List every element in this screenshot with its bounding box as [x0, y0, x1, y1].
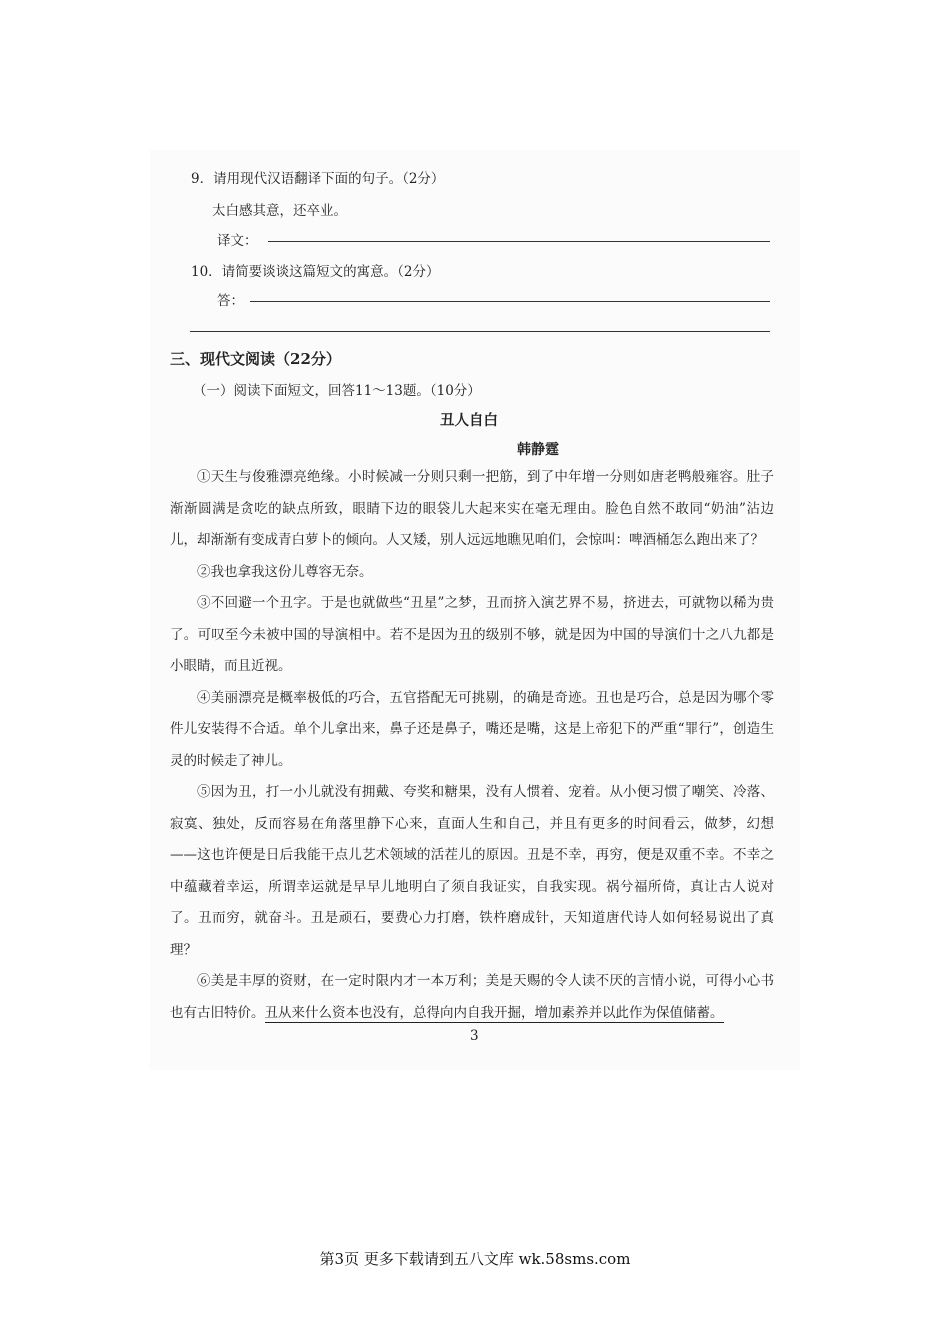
- essay-title: 丑人自白: [440, 412, 498, 429]
- answer-line-10a[interactable]: [250, 301, 770, 302]
- paragraph-6-text: ⑥美是丰厚的资财，在一定时限内才一本万利；美是天赐的令人读不厌的言情小说，可得小心书也有古旧特价。: [170, 973, 774, 1021]
- paragraph-6-underlined: 丑从来什么资本也没有，总得向内自我开掘，增加素养并以此作为保值储蓄。: [264, 1004, 724, 1021]
- answer-line-10b[interactable]: [190, 331, 770, 332]
- paragraph-5: ⑤因为丑，打一小儿就没有拥戴、夸奖和糖果，没有人惯着、宠着。从小便习惯了嘲笑、冷落、寂寞、独处，反而容易在角落里静下心来，直面人生和自己，并且有更多的时间看云，做梦，幻想——这也许便是日后我能干点儿艺术领域的活茬儿的原因。丑是不幸，再穷，便是双重不幸。不幸之中蕴藏着幸运，所谓幸运就是早早儿地明白了须自我证实，自我实现。祸兮福所倚，真让古人说对了。丑而穷，就奋斗。丑是顽石，要费心力打磨，铁杵磨成针，天知道唐代诗人如何轻易说出了真理？: [170, 784, 774, 958]
- essay-body: [170, 462, 774, 1029]
- essay-author: 韩静霆: [517, 442, 559, 458]
- question-9-answer-label: 译文：: [217, 233, 258, 249]
- question-10-answer-label: 答：: [217, 293, 244, 309]
- footer-text: 第3页 更多下载请到五八文库 wk.58sms.com: [319, 1250, 631, 1268]
- paragraph-3: ③不回避一个丑字。于是也就做些“丑星”之梦，丑而挤入演艺界不易，挤进去，可就物以稀为贵了。可叹至今未被中国的导演相中。若不是因为丑的级别不够，就是因为中国的导演们十之八九都是小眼睛，而且近视。: [170, 595, 774, 674]
- answer-line-9[interactable]: [268, 241, 770, 242]
- paragraph-4: ④美丽漂亮是概率极低的巧合，五官搭配无可挑剔，的确是奇迹。丑也是巧合，总是因为哪个零件儿安装得不合适。单个儿拿出来，鼻子还是鼻子，嘴还是嘴，这是上帝犯下的严重“罪行”，创造生灵的时候走了神儿。: [170, 689, 774, 769]
- section-heading: 三、现代文阅读（22分）: [170, 350, 341, 368]
- paragraph-2: ②我也拿我这份儿尊容无奈。: [197, 563, 373, 580]
- question-10-prompt: 10．请简要谈谈这篇短文的寓意。（2分）: [191, 264, 440, 280]
- page-number: 3: [470, 1028, 479, 1044]
- paragraph-1: ①天生与俊雅漂亮绝缘。小时候减一分则只剩一把筋，到了中年增一分则如唐老鸭般雍容。肚子渐渐圆满是贪吃的缺点所致，眼睛下边的眼袋儿大起来实在毫无理由。脸色自然不敢同“奶油”沾边儿，却渐渐有变成青白萝卜的倾向。人又矮，别人远远地瞧见咱们，会惊叫：啤酒桶怎么跑出来了？: [170, 469, 774, 548]
- paragraph-6: [170, 966, 774, 1029]
- question-9-sentence: 太白感其意，还卒业。: [212, 203, 347, 219]
- sub-heading: （一）阅读下面短文，回答11～13题。（10分）: [193, 383, 481, 399]
- question-9-prompt: 9．请用现代汉语翻译下面的句子。（2分）: [191, 171, 445, 187]
